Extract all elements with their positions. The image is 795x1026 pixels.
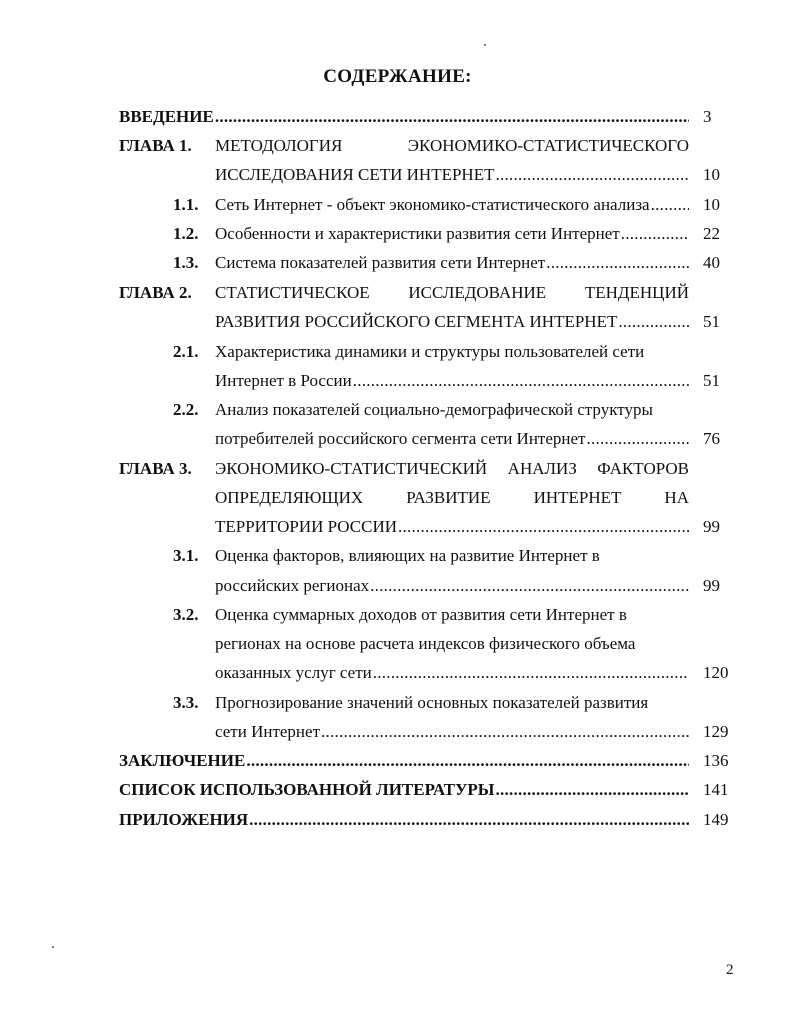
toc-entry-ch2-line1[interactable] bbox=[215, 281, 689, 305]
dot-leader bbox=[546, 251, 689, 275]
toc-entry-text: СТАТИСТИЧЕСКОЕ ИССЛЕДОВАНИЕ ТЕНДЕНЦИЙ bbox=[215, 283, 689, 302]
toc-entry-2-1-line1[interactable] bbox=[215, 340, 689, 364]
chapter-label: ГЛАВА 1. bbox=[119, 136, 192, 155]
toc-page-number: 99 bbox=[703, 517, 720, 536]
dot-leader bbox=[246, 749, 689, 773]
toc-page-number: 10 bbox=[703, 165, 720, 184]
toc-page-number: 10 bbox=[703, 195, 720, 214]
toc-entry-ch3-line2[interactable] bbox=[215, 486, 689, 510]
toc-entry-text: Характеристика динамики и структуры пользователей сети bbox=[215, 342, 645, 361]
toc-entry-ch1-line1[interactable] bbox=[215, 134, 689, 158]
section-label: 3.1. bbox=[173, 546, 199, 565]
dot-leader bbox=[321, 720, 689, 744]
dot-leader bbox=[215, 105, 689, 129]
dot-leader bbox=[398, 515, 689, 539]
toc-page-number: 51 bbox=[703, 312, 720, 331]
toc-entry-label: ЗАКЛЮЧЕНИЕ bbox=[119, 751, 246, 770]
toc-entry-text: ОПРЕДЕЛЯЮЩИХ РАЗВИТИЕ ИНТЕРНЕТ НА bbox=[215, 488, 689, 507]
section-label: 3.2. bbox=[173, 605, 199, 624]
dot-leader bbox=[353, 369, 689, 393]
toc-page-number: 141 bbox=[703, 780, 729, 799]
toc-page-number: 3 bbox=[703, 107, 712, 126]
toc-entry-text: Оценка факторов, влияющих на развитие Интернет в bbox=[215, 546, 600, 565]
section-label: 1.3. bbox=[173, 253, 199, 272]
toc-entry-label: ВВЕДЕНИЕ bbox=[119, 107, 214, 126]
toc-page-number: 136 bbox=[703, 751, 729, 770]
toc-entry-3-3-line1[interactable] bbox=[215, 691, 689, 715]
toc-entry-label: ПРИЛОЖЕНИЯ bbox=[119, 810, 249, 829]
toc-page-number: 149 bbox=[703, 810, 729, 829]
toc-page-number: 51 bbox=[703, 371, 720, 390]
dot-leader bbox=[370, 574, 689, 598]
toc-entry-conclusion[interactable] bbox=[119, 749, 689, 773]
toc-entry-1-1[interactable] bbox=[215, 193, 689, 217]
toc-entry-text: Особенности и характеристики развития сети Интернет bbox=[215, 224, 620, 243]
dot-leader bbox=[496, 778, 690, 802]
toc-entry-text: Интернет в России bbox=[215, 371, 352, 390]
toc-entry-3-2-line3[interactable] bbox=[215, 661, 689, 685]
toc-entry-text: РАЗВИТИЯ РОССИЙСКОГО СЕГМЕНТА ИНТЕРНЕТ bbox=[215, 312, 618, 331]
toc-entry-text: ТЕРРИТОРИИ РОССИИ bbox=[215, 517, 398, 536]
toc-entry-text: Сеть Интернет - объект экономико-статистического анализа bbox=[215, 195, 650, 214]
toc-entry-intro[interactable] bbox=[119, 105, 689, 129]
toc-page-number: 40 bbox=[703, 253, 720, 272]
dot-leader bbox=[621, 222, 689, 246]
toc-entry-text: сети Интернет bbox=[215, 722, 320, 741]
dot-leader bbox=[586, 427, 689, 451]
toc-entry-3-3-line2[interactable] bbox=[215, 720, 689, 744]
scan-speck bbox=[484, 44, 486, 46]
toc-entry-3-1-line2[interactable] bbox=[215, 574, 689, 598]
dot-leader bbox=[651, 193, 689, 217]
toc-entry-text: Анализ показателей социально-демографической структуры bbox=[215, 400, 653, 419]
toc-entry-appendix[interactable] bbox=[119, 808, 689, 832]
section-label: 2.1. bbox=[173, 342, 199, 361]
toc-page-number: 76 bbox=[703, 429, 720, 448]
toc-entry-text: Оценка суммарных доходов от развития сети Интернет в bbox=[215, 605, 627, 624]
toc-entry-text: оказанных услуг сети bbox=[215, 663, 372, 682]
dot-leader bbox=[249, 808, 689, 832]
toc-page-number: 22 bbox=[703, 224, 720, 243]
dot-leader bbox=[373, 661, 689, 685]
chapter-label: ГЛАВА 3. bbox=[119, 459, 192, 478]
dot-leader bbox=[495, 163, 689, 187]
toc-entry-3-2-line2[interactable] bbox=[215, 632, 689, 656]
toc-entry-3-2-line1[interactable] bbox=[215, 603, 689, 627]
toc-entry-text: потребителей российского сегмента сети Интернет bbox=[215, 429, 586, 448]
toc-entry-1-3[interactable] bbox=[215, 251, 689, 275]
toc-entry-2-2-line2[interactable] bbox=[215, 427, 689, 451]
toc-entry-text: ИССЛЕДОВАНИЯ СЕТИ ИНТЕРНЕТ bbox=[215, 165, 495, 184]
section-label: 3.3. bbox=[173, 693, 199, 712]
toc-page-number: 99 bbox=[703, 576, 720, 595]
page-number: 2 bbox=[726, 962, 734, 978]
scan-speck bbox=[52, 946, 54, 948]
toc-entry-ch2-line2[interactable] bbox=[215, 310, 689, 334]
toc-entry-ch3-line3[interactable] bbox=[215, 515, 689, 539]
toc-entry-text: МЕТОДОЛОГИЯ ЭКОНОМИКО-СТАТИСТИЧЕСКОГО bbox=[215, 136, 689, 155]
section-label: 2.2. bbox=[173, 400, 199, 419]
toc-entry-3-1-line1[interactable] bbox=[215, 544, 689, 568]
section-label: 1.1. bbox=[173, 195, 199, 214]
toc-entry-label: СПИСОК ИСПОЛЬЗОВАННОЙ ЛИТЕРАТУРЫ bbox=[119, 780, 495, 799]
toc-entry-references[interactable] bbox=[119, 778, 689, 802]
toc-entry-text: регионах на основе расчета индексов физического объема bbox=[215, 634, 636, 653]
chapter-label: ГЛАВА 2. bbox=[119, 283, 192, 302]
toc-entry-text: Прогнозирование значений основных показателей развития bbox=[215, 693, 649, 712]
dot-leader bbox=[618, 310, 689, 334]
toc-page-number: 120 bbox=[703, 663, 729, 682]
toc-entry-text: Система показателей развития сети Интернет bbox=[215, 253, 546, 272]
toc-entry-1-2[interactable] bbox=[215, 222, 689, 246]
toc-entry-text: российских регионах bbox=[215, 576, 370, 595]
toc-title: СОДЕРЖАНИЕ: bbox=[323, 66, 472, 87]
toc-entry-text: ЭКОНОМИКО-СТАТИСТИЧЕСКИЙ АНАЛИЗ ФАКТОРОВ bbox=[215, 459, 689, 478]
toc-entry-2-1-line2[interactable] bbox=[215, 369, 689, 393]
toc-entry-ch1-line2[interactable] bbox=[215, 163, 689, 187]
section-label: 1.2. bbox=[173, 224, 199, 243]
toc-entry-ch3-line1[interactable] bbox=[215, 457, 689, 481]
toc-page-number: 129 bbox=[703, 722, 729, 741]
toc-entry-2-2-line1[interactable] bbox=[215, 398, 689, 422]
